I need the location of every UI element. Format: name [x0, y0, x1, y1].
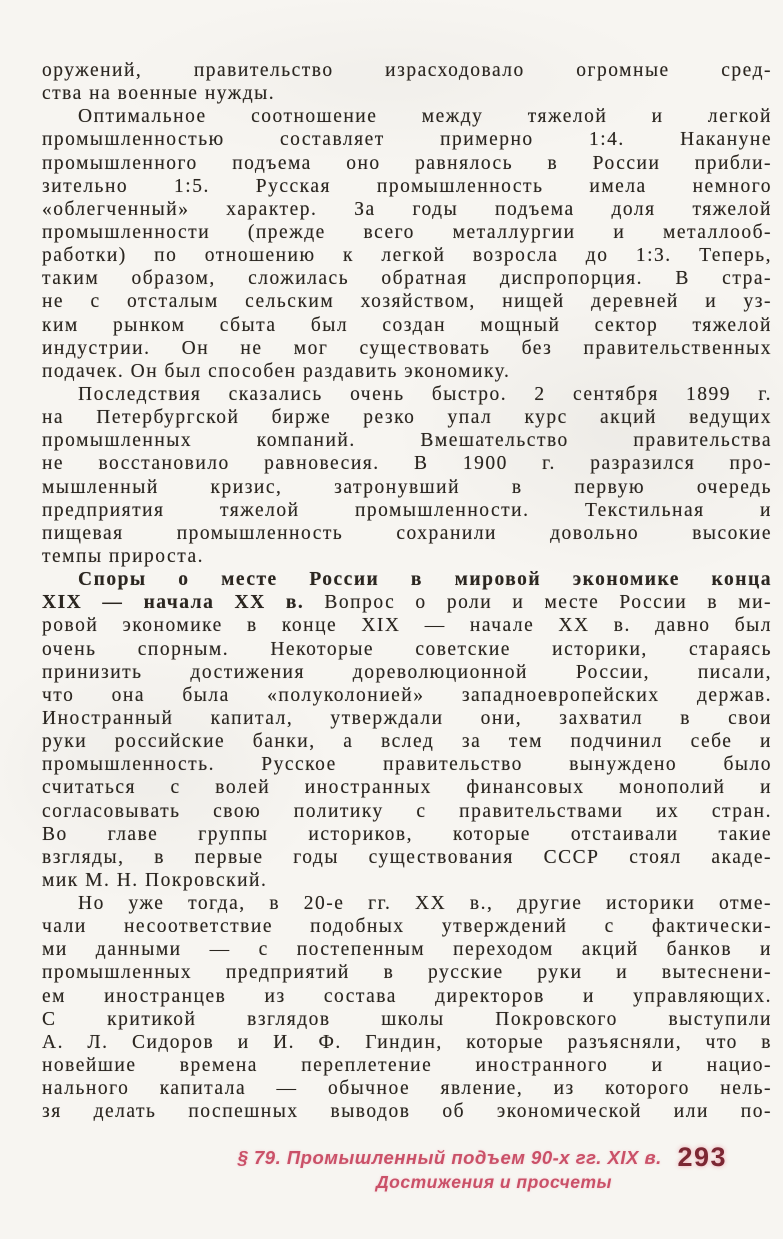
text-line [42, 614, 772, 637]
text-line [42, 476, 772, 499]
text-line [42, 1100, 772, 1123]
text-line [42, 1077, 772, 1100]
text-line [42, 961, 772, 984]
section-title: § 79. Промышленный подъем 90-х гг. XIX в. [237, 1147, 662, 1168]
text-line [42, 684, 772, 707]
text-run: чали несоответствие подобных утверждений с фактически- [42, 916, 772, 938]
text-line [42, 1031, 772, 1054]
text-run: нального капитала — обычное явление, из которого нель- [42, 1078, 772, 1100]
text-line [42, 591, 772, 614]
text-run: А. Л. Сидоров и И. Ф. Гиндин, которые разъясняли, что в [42, 1031, 772, 1053]
text-line [42, 406, 772, 429]
text-run: на Петербургской бирже резко упал курс акций ведущих [42, 407, 772, 429]
text-run: Но уже тогда, в 20-е гг. XX в., другие историки отме- [78, 893, 772, 915]
text-line [42, 152, 772, 175]
text-run: темпы прироста. [42, 545, 204, 567]
text-run: промышленность. Русское правительство вынуждено было [42, 754, 772, 776]
text-run: таким образом, сложилась обратная диспропорция. В стра- [42, 268, 772, 290]
text-line [42, 82, 772, 105]
paragraph [42, 383, 772, 568]
text-line [42, 892, 772, 915]
text-run: подачек. Он был способен раздавить экономику. [42, 360, 511, 382]
text-run: очень спорным. Некоторые советские историки, стараясь [42, 638, 772, 660]
text-line [42, 1054, 772, 1077]
text-run: взгляды, в первые годы существования СССР стоял акаде- [42, 846, 772, 868]
text-line [42, 105, 772, 128]
text-line [42, 985, 772, 1008]
text-run: пищевая промышленность сохранили довольно высокие [42, 522, 772, 544]
text-run: индустрии. Он не мог существовать без правительственных [42, 337, 772, 359]
text-run: Последствия сказались очень быстро. 2 сентября 1899 г. [78, 383, 772, 405]
text-run: ем иностранцев из состава директоров и управляющих. [42, 985, 772, 1007]
text-run: «облегченный» характер. За годы подъема доля тяжелой [42, 198, 772, 220]
text-line [42, 823, 772, 846]
text-line [42, 707, 772, 730]
paragraph [42, 568, 772, 892]
page-text [42, 59, 772, 1123]
text-run: ства на военные нужды. [42, 83, 276, 105]
text-line [42, 175, 772, 198]
text-line [42, 661, 772, 684]
text-run: Вопрос о роли и месте России в ми- [304, 592, 772, 614]
text-run: мышленный кризис, затронувший в первую очередь [42, 476, 772, 498]
text-line [42, 730, 772, 753]
text-run: новейшие времена переплетение иностранного и нацио- [42, 1055, 772, 1077]
paragraph [42, 59, 772, 105]
text-line [42, 499, 772, 522]
paragraph [42, 105, 772, 383]
text-line [42, 545, 772, 568]
text-run: руки российские банки, а вслед за тем подчинил себе и [42, 731, 772, 753]
text-line [42, 1008, 772, 1031]
text-line [42, 314, 772, 337]
text-run: промышленных предприятий в русские руки и вытеснени- [42, 962, 772, 984]
text-run: считаться с волей иностранных финансовых монополий и [42, 777, 772, 799]
text-line [42, 846, 772, 869]
text-line [42, 360, 772, 383]
text-run: не с отсталым сельским хозяйством, нищей деревней и уз- [42, 291, 772, 313]
text-run: что она была «полуколонией» западноевропейских держав. [42, 684, 772, 706]
text-line [42, 915, 772, 938]
text-line [42, 452, 772, 475]
text-line [42, 800, 772, 823]
text-run: мик М. Н. Покровский. [42, 869, 268, 891]
running-footer [238, 1144, 727, 1193]
text-run: промышленного подъема оно равнялось в России прибли- [42, 152, 772, 174]
paragraph [42, 892, 772, 1123]
text-line [42, 290, 772, 313]
text-run: ким рынком сбыта был создан мощный сектор тяжелой [42, 314, 772, 336]
footer-line-1 [238, 1144, 727, 1171]
text-run: оружений, правительство израсходовало огромные сред- [42, 60, 772, 81]
bold-run: Споры о месте России в мировой экономике конца [78, 569, 772, 591]
text-line [42, 267, 772, 290]
text-run: Во главе группы историков, которые отстаивали такие [42, 823, 772, 845]
section-subtitle: Достижения и просчеты [376, 1172, 612, 1192]
text-line [42, 337, 772, 360]
text-run: согласовывать свою политику с правительствами их стран. [42, 800, 772, 822]
text-run: работки) по отношению к легкой возросла до 1:3. Теперь, [42, 245, 772, 267]
text-run: ровой экономике в конце XIX — начале XX в. давно был [42, 615, 772, 637]
text-line [42, 522, 772, 545]
text-run: С критикой взглядов школы Покровского выступили [42, 1008, 772, 1030]
text-line [42, 198, 772, 221]
text-line [42, 128, 772, 151]
text-line [42, 59, 772, 82]
text-run: Иностранный капитал, утверждали они, захватил в свои [42, 707, 772, 729]
text-run: ми данными — с постепенным переходом акций банков и [42, 939, 772, 961]
text-run: принизить достижения дореволюционной России, писали, [42, 661, 772, 683]
text-run: зительно 1:5. Русская промышленность имела немного [42, 175, 772, 197]
page-number: 293 [677, 1142, 727, 1172]
text-line [42, 638, 772, 661]
text-line [42, 383, 772, 406]
text-line [42, 568, 772, 591]
footer-line-2 [238, 1171, 727, 1193]
text-line [42, 776, 772, 799]
text-line [42, 753, 772, 776]
text-line [42, 429, 772, 452]
text-line [42, 221, 772, 244]
text-line [42, 869, 772, 892]
text-run: промышленностью составляет примерно 1:4. Накануне [42, 129, 772, 151]
text-run: предприятия тяжелой промышленности. Текстильная и [42, 499, 772, 521]
text-line [42, 244, 772, 267]
bold-run: XIX — начала XX в. [42, 592, 305, 614]
text-line [42, 938, 772, 961]
text-run: промышленности (прежде всего металлургии и металлооб- [42, 221, 772, 243]
text-run: Оптимальное соотношение между тяжелой и легкой [78, 106, 772, 128]
text-run: не восстановило равновесия. В 1900 г. разразился про- [42, 453, 772, 475]
text-run: промышленных компаний. Вмешательство правительства [42, 430, 772, 452]
text-run: зя делать поспешных выводов об экономической или по- [42, 1101, 772, 1123]
